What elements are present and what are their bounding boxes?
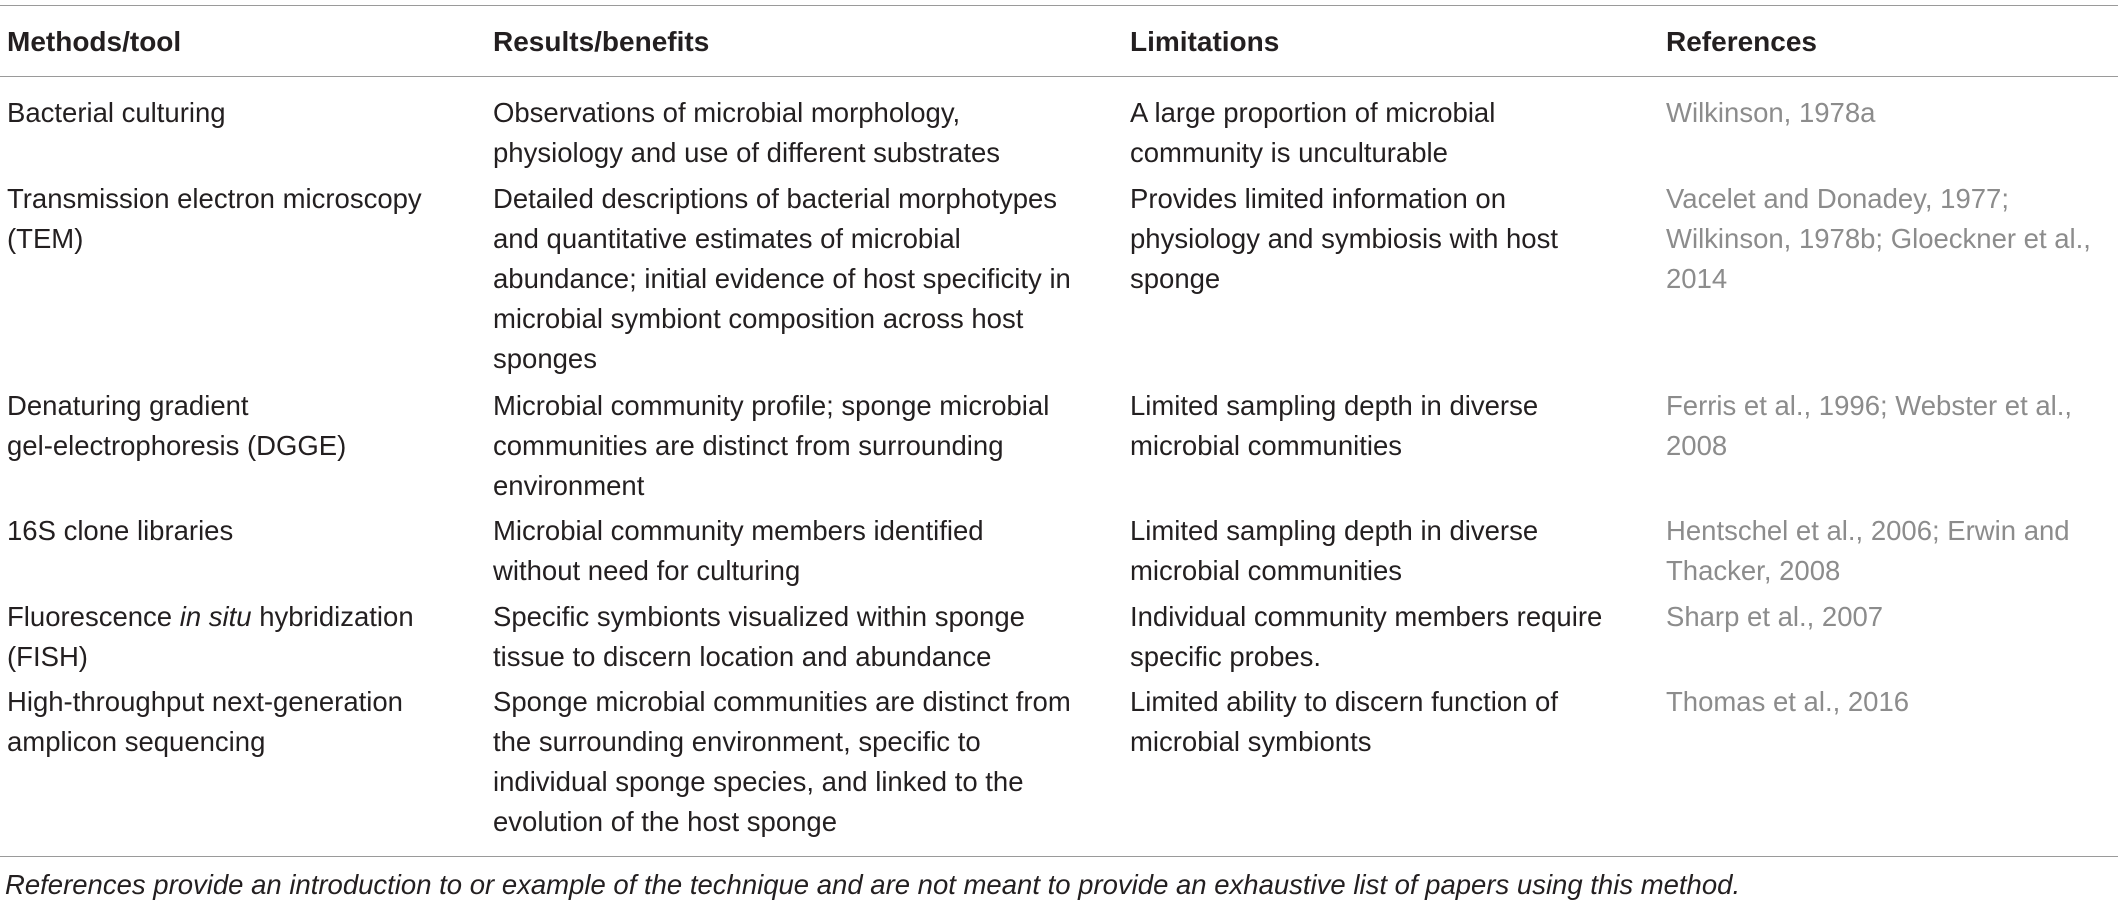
results-cell: Detailed descriptions of bacterial morphotypes and quantitative estimates of microbial abundance; initial evidence of host specificity in microbial symbiont composition across host sponges (493, 183, 1071, 374)
references-cell (1666, 179, 2111, 299)
limitations-cell: Limited sampling depth in diverse microbial communities (1130, 390, 1539, 461)
references-cell (1666, 511, 2111, 591)
limitations-cell: Limited ability to discern function of microbial symbionts (1130, 686, 1558, 757)
limitations-cell: A large proportion of microbial community is unculturable (1130, 97, 1496, 168)
results-cell: Microbial community profile; sponge microbial communities are distinct from surrounding environment (493, 390, 1050, 501)
reference-link[interactable]: Thomas et al., 2016 (1666, 686, 1910, 717)
table-top-rule (0, 5, 2118, 6)
reference-link[interactable]: 2008 (1666, 430, 1728, 461)
method-cell: Transmission electron microscopy (TEM) (7, 183, 422, 254)
method-cell: Bacterial culturing (7, 97, 226, 128)
method-cell: 16S clone libraries (7, 515, 234, 546)
references-cell (1666, 682, 2111, 722)
limitations-cell: Individual community members require specific probes. (1130, 601, 1603, 672)
table-header-rule (0, 76, 2118, 77)
results-cell: Microbial community members identified without need for culturing (493, 515, 984, 586)
header-limitations: Limitations (1130, 26, 1280, 57)
table-bottom-rule (0, 856, 2118, 857)
reference-link[interactable]: Wilkinson, 1978b; Gloeckner et al., (1666, 223, 2091, 254)
reference-link[interactable]: Thacker, 2008 (1666, 555, 1841, 586)
results-cell: Specific symbionts visualized within sponge tissue to discern location and abundance (493, 601, 1025, 672)
references-cell (1666, 597, 2111, 637)
references-cell (1666, 386, 2111, 466)
reference-link[interactable]: Wilkinson, 1978a (1666, 97, 1876, 128)
reference-link[interactable]: Hentschel et al., 2006; Erwin and (1666, 515, 2070, 546)
method-cell: High-throughput next-generation amplicon sequencing (7, 686, 403, 757)
results-cell: Observations of microbial morphology, physiology and use of different substrates (493, 97, 1001, 168)
limitations-cell: Provides limited information on physiology and symbiosis with host sponge (1130, 183, 1558, 294)
results-cell: Sponge microbial communities are distinct from the surrounding environment, specific to individual sponge species, and linked to the evolution of the host sponge (493, 686, 1071, 837)
method-cell: Denaturing gradient gel-electrophoresis (DGGE) (7, 390, 347, 461)
limitations-cell: Limited sampling depth in diverse microbial communities (1130, 515, 1539, 586)
table-footnote: References provide an introduction to or example of the technique and are not meant to provide an exhaustive list of papers using this method. (5, 869, 1741, 900)
reference-link[interactable]: Ferris et al., 1996; Webster et al., (1666, 390, 2073, 421)
reference-link[interactable]: Vacelet and Donadey, 1977; (1666, 183, 2009, 214)
header-references: References (1666, 26, 1817, 57)
reference-link[interactable]: Sharp et al., 2007 (1666, 601, 1884, 632)
reference-link[interactable]: 2014 (1666, 263, 1728, 294)
header-results: Results/benefits (493, 26, 710, 57)
method-cell: Fluorescence in situ hybridization (FISH) (7, 601, 414, 672)
header-methods: Methods/tool (7, 26, 182, 57)
references-cell (1666, 93, 2111, 133)
